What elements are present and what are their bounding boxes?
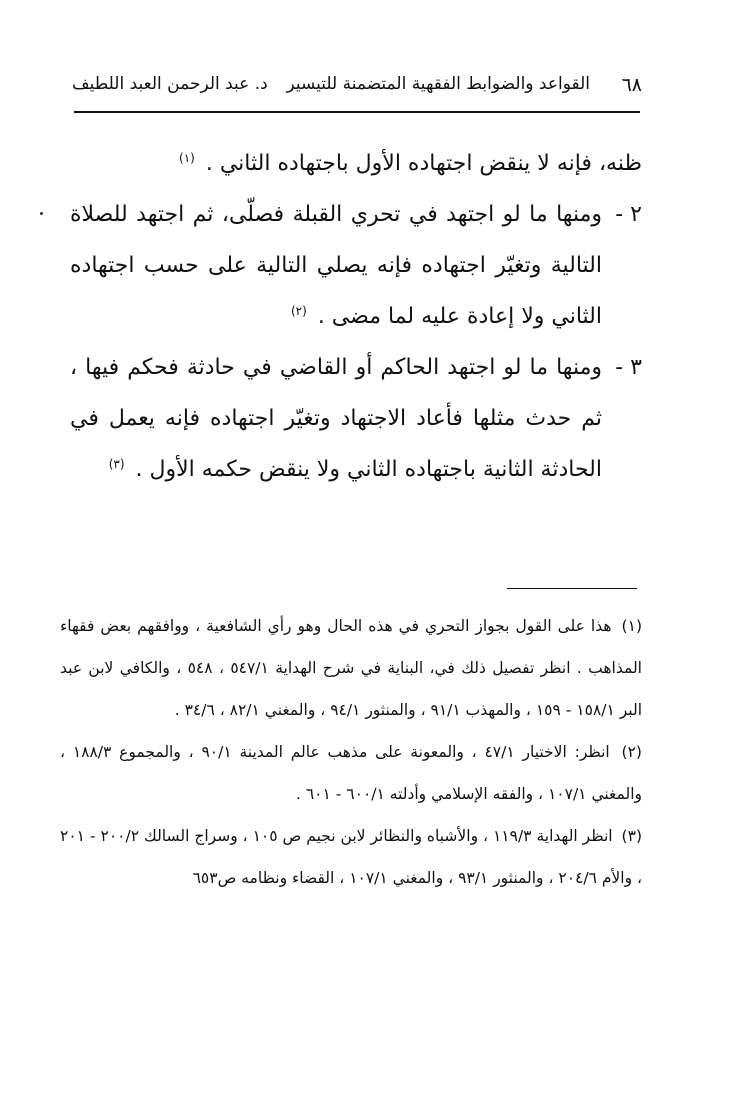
footnote bbox=[60, 815, 642, 899]
intro-paragraph bbox=[70, 138, 642, 189]
footnote-ref: (٢) bbox=[290, 303, 307, 318]
author-name: د. عبد الرحمن العبد اللطيف bbox=[72, 74, 268, 94]
main-text bbox=[70, 138, 642, 495]
footnote-number: (٢) bbox=[621, 743, 642, 761]
margin-mark bbox=[40, 212, 43, 215]
footnote-divider bbox=[507, 588, 637, 589]
item-number: ٣ - bbox=[615, 355, 642, 380]
footnote-number: (٣) bbox=[621, 827, 642, 845]
item-text: ومنها ما لو اجتهد في تحري القبلة فصلّى، ثم اجتهد للصلاة التالية وتغيّر اجتهاده فإنه يصلي التالية على حسب اجتهاده الثاني ولا إعادة عليه لما مضى . bbox=[70, 202, 602, 329]
footnote-ref: (١) bbox=[179, 150, 195, 165]
footnote-text: انظر: الاختيار ٤٧/١ ، والمعونة على مذهب عالم المدينة ٩٠/١ ، والمجموع ١٨٨/٣ ، والمغني ١٠٧/١ ، والفقه الإسلامي وأدلته ٦٠٠/١ - ٦٠١ . bbox=[60, 743, 642, 803]
footnote-text: هذا على القول بجواز التحري في هذه الحال وهو رأي الشافعية ، ووافقهم بعض فقهاء المذاهب . انظر تفصيل ذلك في، البناية في شرح الهداية ٥٤٧/١ ، ٥٤٨ ، والكافي لابن عبد البر ١٥٨/١ - ١٥٩ ، والمهذب ٩١/١ ، والمنثور ٩٤/١ ، والمغني ٨٢/١ ، ٣٤/٦ . bbox=[60, 617, 642, 719]
book-title: القواعد والضوابط الفقهية المتضمنة للتيسير bbox=[286, 74, 590, 94]
list-item bbox=[70, 189, 642, 342]
footnote bbox=[60, 605, 642, 731]
footnote bbox=[60, 731, 642, 815]
header-divider bbox=[74, 111, 640, 113]
footnotes bbox=[60, 605, 642, 899]
footnote-ref: (٣) bbox=[108, 456, 125, 471]
running-header bbox=[72, 70, 642, 104]
item-number: ٢ - bbox=[615, 202, 642, 227]
footnote-text: انظر الهداية ١١٩/٣ ، والأشباه والنظائر لابن نجيم ص ١٠٥ ، وسراج السالك ٢٠٠/٢ - ٢٠١ ، والأم ٢٠٤/٦ ، والمنثور ٩٣/١ ، والمغني ١٠٧/١ ، القضاء ونظامه ص٦٥٣ bbox=[60, 827, 642, 887]
item-text: ومنها ما لو اجتهد الحاكم أو القاضي في حادثة فحكم فيها ، ثم حدث مثلها فأعاد الاجتهاد وتغيّر اجتهاده فإنه يعمل في الحادثة الثانية باجتهاده الثاني ولا ينقض حكمه الأول . bbox=[70, 355, 602, 482]
list-item bbox=[70, 342, 642, 495]
page-number: ٦٨ bbox=[621, 74, 642, 96]
paragraph-text: ظنه، فإنه لا ينقض اجتهاده الأول باجتهاده الثاني . bbox=[205, 151, 642, 176]
footnote-number: (١) bbox=[621, 617, 642, 635]
